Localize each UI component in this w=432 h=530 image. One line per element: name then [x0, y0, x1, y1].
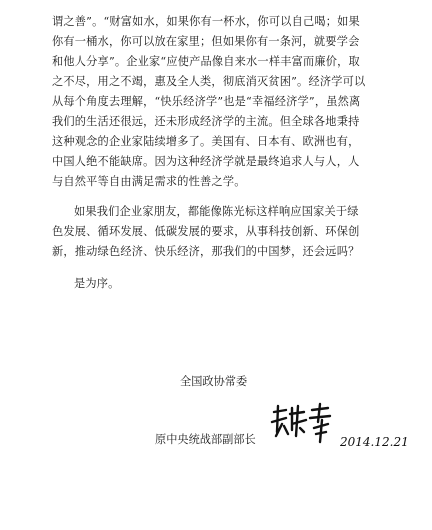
text-line: 色发展、循环发展、低碳发展的要求，从事科技创新、环保创 [52, 225, 360, 238]
text-line: 这种观念的企业家陆续增多了。美国有、日本有、欧洲也有， [52, 135, 360, 148]
author-committee: 全国政协常委 [180, 375, 248, 388]
text-line: 如果我们企业家朋友，都能像陈光标这样响应国家关于绿 [74, 205, 359, 218]
author-position: 原中央统战部副部长 [155, 433, 256, 446]
svg-text:2014.12.21: 2014.12.21 [340, 435, 409, 449]
text-line: 谓之善”。“财富如水，如果你有一杯水，你可以自己喝；如果 [52, 15, 360, 28]
text-line: 新，推动绿色经济、快乐经济，那我们的中国梦，还会远吗？ [52, 245, 360, 258]
text-line: 我们的生活还很远，还未形成经济学的主流。但全球各地秉持 [52, 115, 360, 128]
handwritten-signature [268, 402, 409, 450]
text-line: 与自然平等自由满足需求的性善之学。 [52, 175, 246, 188]
text-line: 你有一桶水，你可以放在家里；但如果你有一条河，就要学会 [52, 35, 360, 48]
text-line: 和他人分享”。企业家“应使产品像自来水一样丰富而廉价，取 [52, 55, 360, 68]
text-line: 从每个角度去理解，“快乐经济学”也是“幸福经济学”，虽然离 [52, 95, 361, 108]
text-line: 之不尽，用之不竭，惠及全人类，彻底消灭贫困”。经济学可以 [52, 75, 366, 88]
closing-line: 是为序。 [74, 277, 120, 290]
text-line: 中国人绝不能缺席。因为这种经济学就是最终追求人与人，人 [52, 155, 360, 168]
